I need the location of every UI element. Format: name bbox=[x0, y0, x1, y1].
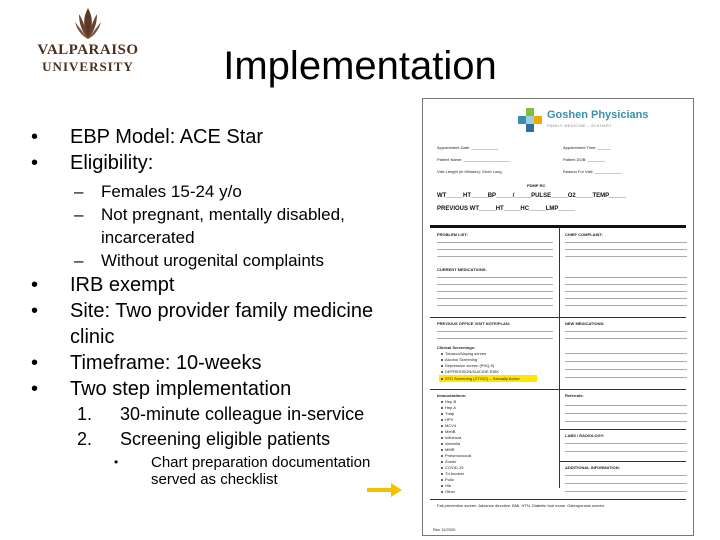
slide-title: Implementation bbox=[223, 44, 497, 88]
bullet-marker: • bbox=[31, 352, 39, 374]
bullet-timeframe bbox=[26, 350, 416, 376]
sub-note-text: Chart preparation documentation served as checklist bbox=[151, 454, 371, 488]
form-appointment-time: Appointment Time: ______ bbox=[563, 145, 611, 150]
form-immunization-item: Pneumococcal bbox=[445, 453, 472, 458]
form-vitals-row: WT_____HT_____BP_____/_____PULSE_____O2_____TEMP_____ bbox=[437, 193, 626, 199]
bullet-eligibility bbox=[26, 150, 416, 176]
form-appointment-date: Appointment Date: ____________ bbox=[437, 145, 498, 150]
form-immunization-item: COVID-19 bbox=[445, 465, 464, 470]
form-brand-subtitle: FAMILY MEDICINE – ELKHART bbox=[547, 123, 612, 128]
step-number: 1. bbox=[77, 404, 93, 424]
form-previous-vitals-row: PREVIOUS WT_____HT_____HC_____LMP_____ bbox=[437, 206, 576, 212]
bullet-ebp-model bbox=[26, 124, 416, 150]
form-new-medications-heading: NEW MEDICATIONS: bbox=[565, 321, 605, 326]
bullet-marker: • bbox=[31, 300, 39, 322]
bullet-text: Two step implementation bbox=[70, 378, 292, 400]
bullet-marker: • bbox=[114, 455, 119, 469]
bullet-marker: • bbox=[31, 274, 39, 296]
form-immunization-item: Tdap bbox=[445, 411, 455, 416]
form-reason-for-visit: Reason For Visit: ____________ bbox=[563, 169, 622, 174]
sub-bullet-age bbox=[26, 180, 416, 203]
step-text: Screening eligible patients bbox=[120, 429, 331, 449]
form-immunization-item: MCV4 bbox=[445, 423, 457, 428]
form-immunization-item: MenB bbox=[445, 429, 456, 434]
form-immunization-item: Zoster bbox=[445, 459, 457, 464]
form-immunization-item: Other bbox=[445, 489, 456, 494]
bullet-steps bbox=[26, 376, 416, 402]
form-screening-item: Tobacco/Vaping screen bbox=[445, 351, 487, 356]
form-immunization-item: Td booster bbox=[445, 471, 465, 476]
form-visit-length: Visit Length (in Minutes): Short Long bbox=[437, 169, 502, 174]
dash-marker: – bbox=[74, 205, 84, 224]
valparaiso-crest-icon bbox=[71, 6, 105, 40]
form-previous-visit-heading: PREVIOUS OFFICE VISIT NOTE/PLAN: bbox=[437, 321, 511, 326]
slide-content bbox=[26, 124, 416, 488]
form-footer-note: Fall prevention screen. Advance directive. BMI. HTN. Diabetic foot exam. Osteoporosis screen. bbox=[437, 503, 606, 508]
form-brand-name: Goshen Physicians bbox=[547, 109, 649, 121]
dash-marker: – bbox=[74, 251, 84, 270]
right-arrow-icon bbox=[367, 482, 403, 498]
bullet-site bbox=[26, 298, 416, 350]
sub-bullet-complaints bbox=[26, 249, 416, 272]
form-current-medications-heading: CURRENT MEDICATIONS: bbox=[437, 267, 487, 272]
numbered-step-1 bbox=[26, 402, 416, 427]
numbered-step-2 bbox=[26, 427, 416, 452]
bullet-text: Timeframe: 10-weeks bbox=[70, 352, 262, 374]
form-immunization-item: MMR bbox=[445, 447, 455, 452]
form-screenings-heading: Clinical Screenings: bbox=[437, 345, 476, 350]
form-immunization-item: Varicella bbox=[445, 441, 461, 446]
form-patient-name: Patient Name: _____________________ bbox=[437, 157, 511, 162]
form-immunizations-heading: Immunizations: bbox=[437, 393, 467, 398]
form-divider bbox=[430, 225, 686, 228]
form-additional-info-heading: ADDITIONAL INFORMATION: bbox=[565, 465, 620, 470]
sub-bullet-text: Not pregnant, mentally disabled, incarcerated bbox=[101, 205, 345, 247]
form-pdmp: PDMP RC bbox=[527, 183, 546, 188]
bullet-marker: • bbox=[31, 152, 39, 174]
sub-bullet-exclusions bbox=[26, 203, 416, 249]
bullet-irb bbox=[26, 272, 416, 298]
form-chief-complaint-heading: CHIEF COMPLAINT: bbox=[565, 232, 603, 237]
sub-note-checklist bbox=[26, 454, 416, 488]
form-revision-date: Rev 11/2020 bbox=[433, 527, 456, 532]
bullet-text: EBP Model: ACE Star bbox=[70, 126, 264, 148]
bullet-marker: • bbox=[31, 378, 39, 400]
form-column-divider bbox=[559, 228, 560, 488]
sub-bullet-text: Females 15-24 y/o bbox=[101, 182, 242, 201]
logo-wordmark-line2: UNIVERSITY bbox=[42, 59, 134, 74]
form-patient-dob: Patient DOB: ________ bbox=[563, 157, 606, 162]
form-immunization-item: Hep A bbox=[445, 405, 456, 410]
form-screening-item: Depression screen (PHQ-9) bbox=[445, 363, 495, 368]
form-immunization-item: Polio bbox=[445, 477, 454, 482]
form-problem-list-heading: PROBLEM LIST: bbox=[437, 232, 468, 237]
goshen-physicians-logo-icon bbox=[517, 107, 543, 133]
step-text: 30-minute colleague in-service bbox=[120, 404, 365, 424]
form-screening-item: DEPRESSION/SUICIDE RISK bbox=[445, 369, 500, 374]
bullet-text: Eligibility: bbox=[70, 152, 154, 174]
sub-bullet-text: Without urogenital complaints bbox=[101, 251, 325, 270]
form-immunization-item: Hib bbox=[445, 483, 452, 488]
valparaiso-university-logo bbox=[30, 6, 146, 75]
form-screening-item: Alcohol Screening bbox=[445, 357, 478, 362]
bullet-text: Site: Two provider family medicine clinic bbox=[70, 300, 374, 348]
form-referrals-heading: Referrals: bbox=[565, 393, 584, 398]
chart-preparation-form-image bbox=[422, 98, 694, 536]
logo-wordmark-line1: VALPARAISO bbox=[37, 42, 139, 58]
dash-marker: – bbox=[74, 182, 84, 201]
form-immunization-item: HPV bbox=[445, 417, 454, 422]
form-labs-radiology-heading: LABS / RADIOLOGY: bbox=[565, 433, 605, 438]
step-number: 2. bbox=[77, 429, 93, 449]
form-screening-item-std: STD Screening (CT/GC) – Sexually Active bbox=[445, 376, 520, 381]
form-immunization-item: Hep B bbox=[445, 399, 457, 404]
bullet-marker: • bbox=[31, 126, 39, 148]
bullet-text: IRB exempt bbox=[70, 274, 175, 296]
form-immunization-item: Influenza bbox=[445, 435, 462, 440]
